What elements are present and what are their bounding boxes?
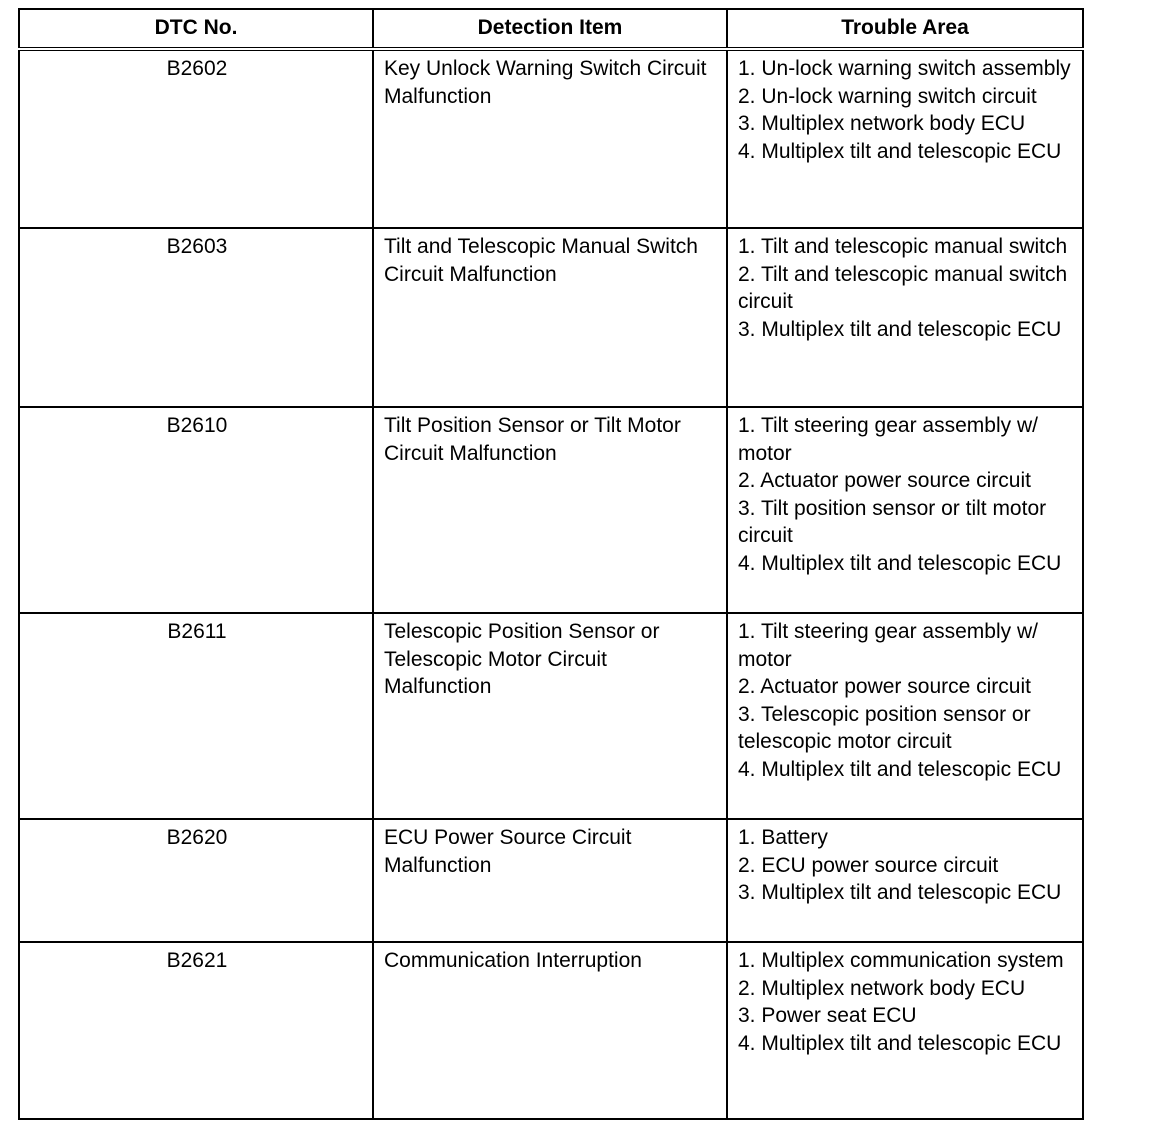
table-row — [19, 819, 1083, 942]
header-dtc-no: DTC No. — [19, 9, 373, 49]
dtc-code: B2621 — [19, 942, 373, 1119]
table-row — [19, 228, 1083, 407]
trouble-area-line: 3. Multiplex tilt and telescopic ECU — [738, 881, 1062, 905]
detection-item: Telescopic Position Sensor or Telescopic Motor Circuit Malfunction — [373, 613, 727, 819]
trouble-area-line: 4. Multiplex tilt and telescopic ECU — [738, 1031, 1062, 1055]
dtc-code: B2620 — [19, 819, 373, 942]
table-row — [19, 613, 1083, 819]
trouble-area-line: 2. Actuator power source circuit — [738, 675, 1031, 699]
trouble-area-line: 2. ECU power source circuit — [738, 853, 999, 877]
detection-item: ECU Power Source Circuit Malfunction — [373, 819, 727, 942]
trouble-area-line: 3. Telescopic position sensor or telescopic motor circuit — [738, 702, 1031, 754]
trouble-area-line: 1. Battery — [738, 826, 828, 849]
table-header-row — [19, 9, 1083, 49]
dtc-table — [18, 8, 1084, 1120]
trouble-area-line: 2. Multiplex network body ECU — [738, 976, 1026, 1000]
table-row — [19, 49, 1083, 228]
trouble-area-line: 4. Multiplex tilt and telescopic ECU — [738, 757, 1062, 781]
trouble-area-line: 4. Multiplex tilt and telescopic ECU — [738, 139, 1062, 163]
dtc-code: B2603 — [19, 228, 373, 407]
table-row — [19, 407, 1083, 613]
detection-item: Key Unlock Warning Switch Circuit Malfunction — [373, 49, 727, 228]
trouble-area-line: 3. Multiplex network body ECU — [738, 112, 1026, 136]
trouble-area-line: 3. Tilt position sensor or tilt motor circuit — [738, 496, 1047, 548]
trouble-area — [727, 49, 1083, 228]
detection-item: Tilt Position Sensor or Tilt Motor Circuit Malfunction — [373, 407, 727, 613]
table-row — [19, 942, 1083, 1119]
trouble-area-line: 2. Actuator power source circuit — [738, 469, 1031, 493]
trouble-area-line: 3. Multiplex tilt and telescopic ECU — [738, 317, 1062, 341]
dtc-code: B2611 — [19, 613, 373, 819]
dtc-code: B2610 — [19, 407, 373, 613]
trouble-area-line: 1. Tilt steering gear assembly w/ motor — [738, 620, 1038, 671]
trouble-area-line: 1. Multiplex communication system — [738, 949, 1064, 972]
trouble-area-line: 2. Tilt and telescopic manual switch circuit — [738, 262, 1068, 314]
trouble-area-line: 2. Un-lock warning switch circuit — [738, 84, 1037, 108]
trouble-area-line: 1. Un-lock warning switch assembly — [738, 57, 1071, 80]
header-detection-item: Detection Item — [373, 9, 727, 49]
detection-item: Tilt and Telescopic Manual Switch Circuit Malfunction — [373, 228, 727, 407]
trouble-area-line: 1. Tilt and telescopic manual switch — [738, 235, 1068, 258]
trouble-area — [727, 942, 1083, 1119]
trouble-area-line: 3. Power seat ECU — [738, 1004, 917, 1028]
trouble-area — [727, 407, 1083, 613]
dtc-code: B2602 — [19, 49, 373, 228]
header-trouble-area: Trouble Area — [727, 9, 1083, 49]
trouble-area-line: 1. Tilt steering gear assembly w/ motor — [738, 414, 1038, 465]
trouble-area-line: 4. Multiplex tilt and telescopic ECU — [738, 551, 1062, 575]
trouble-area — [727, 613, 1083, 819]
trouble-area — [727, 819, 1083, 942]
detection-item: Communication Interruption — [373, 942, 727, 1119]
trouble-area — [727, 228, 1083, 407]
